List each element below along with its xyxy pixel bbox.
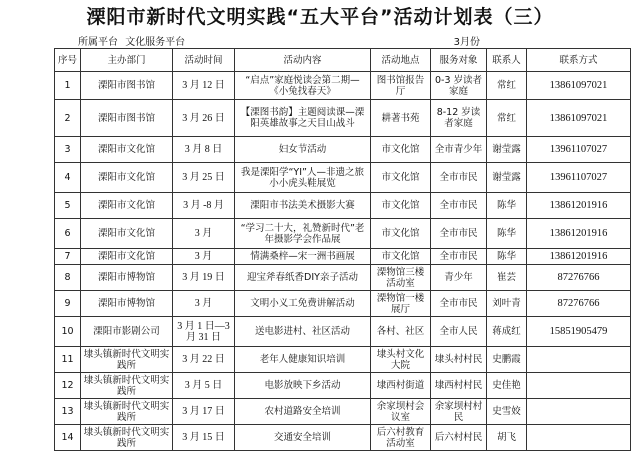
header-cell: 活动地点 <box>371 49 431 72</box>
table-cell: 11 <box>55 347 81 373</box>
table-cell: 青少年 <box>431 265 487 291</box>
table-cell: 埭头镇新时代文明实践所 <box>81 347 173 373</box>
table-cell: 溧阳市图书馆 <box>81 72 173 100</box>
table-cell: 3 月 17 日 <box>173 399 235 425</box>
table-cell: 9 <box>55 291 81 317</box>
table-cell: 13861097021 <box>527 100 631 137</box>
table-cell: 3 月 26 日 <box>173 100 235 137</box>
table-cell: 溧阳市文化馆 <box>81 193 173 219</box>
platform-label: 所属平台 <box>78 37 118 48</box>
table-cell: 15851905479 <box>527 317 631 347</box>
table-cell: 埭西村村民 <box>431 373 487 399</box>
table-cell: 全市市民 <box>431 193 487 219</box>
table-cell: 蒋成红 <box>487 317 527 347</box>
table-cell: 全市市民 <box>431 219 487 249</box>
table-cell: 文明小义工免费讲解活动 <box>235 291 371 317</box>
table-body <box>55 72 631 451</box>
header-cell: 活动时间 <box>173 49 235 72</box>
header-cell: 序号 <box>55 49 81 72</box>
table-cell: 农村道路安全培训 <box>235 399 371 425</box>
table-cell: 后六村教育活动室 <box>371 425 431 451</box>
table-cell: 溧阳市博物馆 <box>81 265 173 291</box>
table-cell: 14 <box>55 425 81 451</box>
table-cell: 老年人健康知识培训 <box>235 347 371 373</box>
table-cell: 3 月 <box>173 219 235 249</box>
table-row <box>55 137 631 163</box>
table-cell: 13861097021 <box>527 72 631 100</box>
table-row <box>55 399 631 425</box>
table-cell: 溧阳市文化馆 <box>81 137 173 163</box>
table-cell <box>527 425 631 451</box>
table-cell: 我是溧阳学“YI”人—非遗之旅小小虎头鞋展览 <box>235 163 371 193</box>
table-row <box>55 163 631 193</box>
table-cell: 溧阳市博物馆 <box>81 291 173 317</box>
table-cell: 2 <box>55 100 81 137</box>
table-cell: 溧阳市影剧公司 <box>81 317 173 347</box>
table-cell: 常红 <box>487 72 527 100</box>
table-cell: 3 月 25 日 <box>173 163 235 193</box>
header-cell: 联系人 <box>487 49 527 72</box>
table-cell: 13961107027 <box>527 137 631 163</box>
table-cell: 全市人民 <box>431 317 487 347</box>
table-cell: 刘叶青 <box>487 291 527 317</box>
table-cell: 情满桑梓—宋一洲书画展 <box>235 249 371 265</box>
table-row <box>55 291 631 317</box>
table-cell <box>527 347 631 373</box>
table-cell: 余家坝村村民 <box>431 399 487 425</box>
table-cell: 全市市民 <box>431 249 487 265</box>
header-cell: 主办部门 <box>81 49 173 72</box>
table-cell: 谢莹露 <box>487 163 527 193</box>
table-cell: 【溧图书韵】主题阅读课—溧阳英雄故事之天目山战斗 <box>235 100 371 137</box>
table-cell: 3 月 1 日—3 月 31 日 <box>173 317 235 347</box>
table-cell: 图书馆报告厅 <box>371 72 431 100</box>
table-cell: 3 月 8 日 <box>173 137 235 163</box>
table-cell: 溧阳市文化馆 <box>81 163 173 193</box>
header-row <box>55 49 631 72</box>
month-unit: 月份 <box>460 37 480 48</box>
table-row <box>55 219 631 249</box>
table-cell <box>527 373 631 399</box>
month-value: 3 <box>430 37 460 49</box>
table-row <box>55 347 631 373</box>
table-cell: 6 <box>55 219 81 249</box>
table-row <box>55 265 631 291</box>
table-cell: 市文化馆 <box>371 249 431 265</box>
table-cell: 溧物馆一楼展厅 <box>371 291 431 317</box>
table-cell: 埭头镇新时代文明实践所 <box>81 373 173 399</box>
table-cell: 市文化馆 <box>371 193 431 219</box>
table-cell: “学习二十大，礼赞新时代”老年摄影学会作品展 <box>235 219 371 249</box>
table-cell: 耕著书苑 <box>371 100 431 137</box>
table-row <box>55 425 631 451</box>
table-cell: 3 <box>55 137 81 163</box>
table-cell: 3 月 5 日 <box>173 373 235 399</box>
platform-line <box>78 33 260 49</box>
table-cell: 87276766 <box>527 291 631 317</box>
table-row <box>55 249 631 265</box>
table-cell: 史雪姣 <box>487 399 527 425</box>
header-cell: 联系方式 <box>527 49 631 72</box>
table-cell: 电影放映下乡活动 <box>235 373 371 399</box>
platform-value: 文化服务平台 <box>121 37 260 49</box>
table-cell: 送电影进村、社区活动 <box>235 317 371 347</box>
table-cell: 1 <box>55 72 81 100</box>
table-cell: 陈华 <box>487 193 527 219</box>
table-cell: 3 月 <box>173 249 235 265</box>
table-cell: 3 月 15 日 <box>173 425 235 451</box>
table-cell: 后六村村民 <box>431 425 487 451</box>
table-cell: 胡飞 <box>487 425 527 451</box>
activity-table <box>54 48 631 451</box>
table-cell: 7 <box>55 249 81 265</box>
table-cell: 崔芸 <box>487 265 527 291</box>
table-cell: 4 <box>55 163 81 193</box>
table-row <box>55 72 631 100</box>
table-cell: 谢莹露 <box>487 137 527 163</box>
table-cell: 全市市民 <box>431 291 487 317</box>
table-cell: 8 <box>55 265 81 291</box>
table-cell: 3 月 22 日 <box>173 347 235 373</box>
header-cell: 服务对象 <box>431 49 487 72</box>
month-line <box>430 33 480 49</box>
table-cell: 溧阳市图书馆 <box>81 100 173 137</box>
table-cell: 13 <box>55 399 81 425</box>
table-cell: 埭头村文化大院 <box>371 347 431 373</box>
table-cell: 5 <box>55 193 81 219</box>
table-cell: 史佳艳 <box>487 373 527 399</box>
table-row <box>55 193 631 219</box>
table-cell: 10 <box>55 317 81 347</box>
table-cell: 87276766 <box>527 265 631 291</box>
table-row <box>55 100 631 137</box>
table-cell: 8-12 岁读者家庭 <box>431 100 487 137</box>
table-cell: 陈华 <box>487 249 527 265</box>
table-cell: 埭头村村民 <box>431 347 487 373</box>
table-cell: 13861201916 <box>527 219 631 249</box>
table-cell: 3 月 -8 月 <box>173 193 235 219</box>
table-cell: 埭西村街道 <box>371 373 431 399</box>
table-cell: 溧阳市文化馆 <box>81 219 173 249</box>
header-cell: 活动内容 <box>235 49 371 72</box>
table-cell: 全市市民 <box>431 163 487 193</box>
table-cell: 全市青少年 <box>431 137 487 163</box>
table-row <box>55 317 631 347</box>
table-cell: 埭头镇新时代文明实践所 <box>81 399 173 425</box>
table-cell: 13861201916 <box>527 249 631 265</box>
table-cell: 各村、社区 <box>371 317 431 347</box>
table-cell: 3 月 19 日 <box>173 265 235 291</box>
table-cell: 13961107027 <box>527 163 631 193</box>
table-cell: “启点”家庭悦读会第二期—《小兔找春天》 <box>235 72 371 100</box>
table-cell: 溧阳市书法美术摄影大赛 <box>235 193 371 219</box>
table-cell: 市文化馆 <box>371 163 431 193</box>
table-cell: 埭头镇新时代文明实践所 <box>81 425 173 451</box>
table-cell: 迎宝斧春纸香DIY亲子活动 <box>235 265 371 291</box>
table-cell: 0-3 岁读者家庭 <box>431 72 487 100</box>
table-cell: 交通安全培训 <box>235 425 371 451</box>
table-cell: 余家坝村会议室 <box>371 399 431 425</box>
table-cell: 妇女节活动 <box>235 137 371 163</box>
table-cell: 市文化馆 <box>371 219 431 249</box>
table-cell: 溧物馆三楼活动室 <box>371 265 431 291</box>
table-row <box>55 373 631 399</box>
table-cell: 史鹏霞 <box>487 347 527 373</box>
table-cell: 常红 <box>487 100 527 137</box>
table-cell: 3 月 <box>173 291 235 317</box>
table-cell: 3 月 12 日 <box>173 72 235 100</box>
table-cell <box>527 399 631 425</box>
page-title: 溧阳市新时代文明实践“五大平台”活动计划表（三） <box>86 6 554 28</box>
table-cell: 陈华 <box>487 219 527 249</box>
table-cell: 市文化馆 <box>371 137 431 163</box>
table-cell: 13861201916 <box>527 193 631 219</box>
table-cell: 12 <box>55 373 81 399</box>
table-cell: 溧阳市文化馆 <box>81 249 173 265</box>
